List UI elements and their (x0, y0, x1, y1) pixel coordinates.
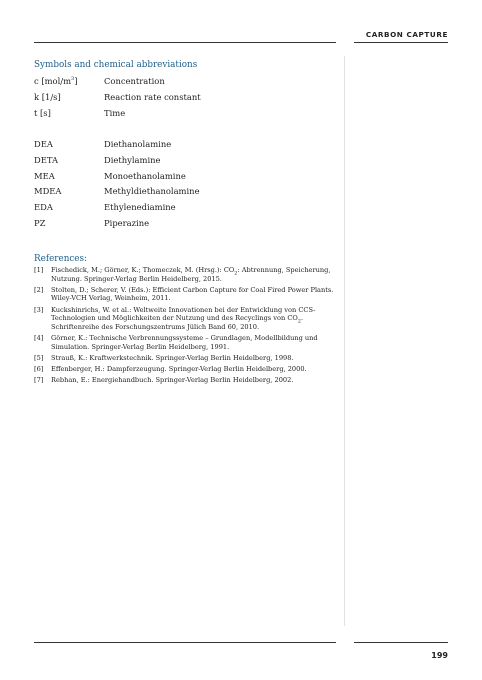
abbreviation-key: PZ (34, 218, 46, 228)
page-number: 199 (431, 651, 448, 660)
reference-text: Fischedick, M.; Görner, K.; Thomeczek, M. (Hrsg.): CO (51, 266, 235, 274)
references-list (34, 266, 334, 387)
reference-text: : Abtrennung, Speicherung, Nutzung. Springer-Verlag Berlin Heidelberg, 2015. (51, 266, 331, 283)
reference-text: . Schriftenreihe des Forschungszentrums Jülich Band 60, 2010. (51, 314, 304, 331)
reference-item (34, 306, 334, 332)
footer-rule-main (34, 642, 336, 643)
reference-item (34, 286, 334, 303)
symbol-description: Concentration (104, 76, 165, 86)
reference-number: [2] (34, 285, 44, 294)
symbol-description: Time (104, 108, 126, 118)
running-header: CARBON CAPTURE (365, 30, 448, 39)
symbols-heading: Symbols and chemical abbreviations (34, 60, 198, 70)
symbol-description: Reaction rate constant (104, 92, 201, 102)
abbreviation-key: DETA (34, 154, 59, 165)
reference-item (34, 376, 334, 385)
symbol-key: t [s] (34, 108, 51, 118)
abbreviation-meaning: Methyldiethanolamine (104, 186, 200, 197)
abbreviation-meaning: Diethylamine (104, 154, 161, 165)
abbreviation-key: DEA (34, 139, 53, 149)
abbreviation-key: MEA (34, 170, 55, 181)
reference-text: Stolten, D.; Scherer, V. (Eds.): Efficient Carbon Capture for Coal Fired Power Plants. Wiley-VCH Verlag, Weinheim, 2011. (51, 285, 334, 303)
abbreviation-key: EDA (34, 202, 53, 213)
reference-item (34, 266, 334, 283)
reference-item (34, 354, 334, 363)
reference-text: Rebhan, E.: Energiehandbuch. Springer-Verlag Berlin Heidelberg, 2002. (51, 376, 294, 385)
footer-rule-side (354, 642, 448, 643)
references-heading: References: (34, 254, 87, 264)
header-rule-side (354, 42, 448, 43)
reference-number: [6] (34, 364, 44, 373)
reference-text: 2 (297, 318, 301, 325)
reference-number: [4] (34, 333, 44, 342)
reference-number: [5] (34, 353, 44, 362)
reference-text: Görner, K.: Technische Verbrennungssysteme – Grundlagen, Modellbildung und Simulation. Springer-Verlag Berlin Heidelberg, 1991. (51, 333, 318, 351)
reference-number: [3] (34, 305, 44, 314)
symbol-key: k [1/s] (34, 92, 61, 102)
reference-text: Kuckshinrichs, W. et al.: Weltweite Innovationen bei der Entwicklung von CCS-Technologien und Möglichkeiten der Nutzung und des Recyclings von CO (51, 305, 316, 323)
reference-item (34, 334, 334, 351)
abbreviation-key: MDEA (34, 186, 62, 197)
reference-number: [7] (34, 376, 44, 385)
abbreviation-meaning: Piperazine (104, 218, 150, 228)
symbol-key: c $[mol/m^3]$ (34, 76, 78, 86)
reference-item (34, 365, 334, 374)
reference-text: 2 (234, 270, 238, 277)
margin-column-divider (344, 56, 345, 626)
abbreviation-meaning: Diethanolamine (104, 139, 172, 149)
abbreviation-meaning: Monoethanolamine (104, 170, 186, 181)
header-rule-main (34, 42, 336, 43)
reference-number: [1] (34, 266, 44, 274)
reference-text: Effenberger, H.: Dampferzeugung. Springer-Verlag Berlin Heidelberg, 2000. (51, 364, 307, 373)
abbreviation-meaning: Ethylenediamine (104, 202, 176, 213)
reference-text: Strauß, K.: Kraftwerkstechnik. Springer-Verlag Berlin Heidelberg, 1998. (51, 353, 294, 362)
